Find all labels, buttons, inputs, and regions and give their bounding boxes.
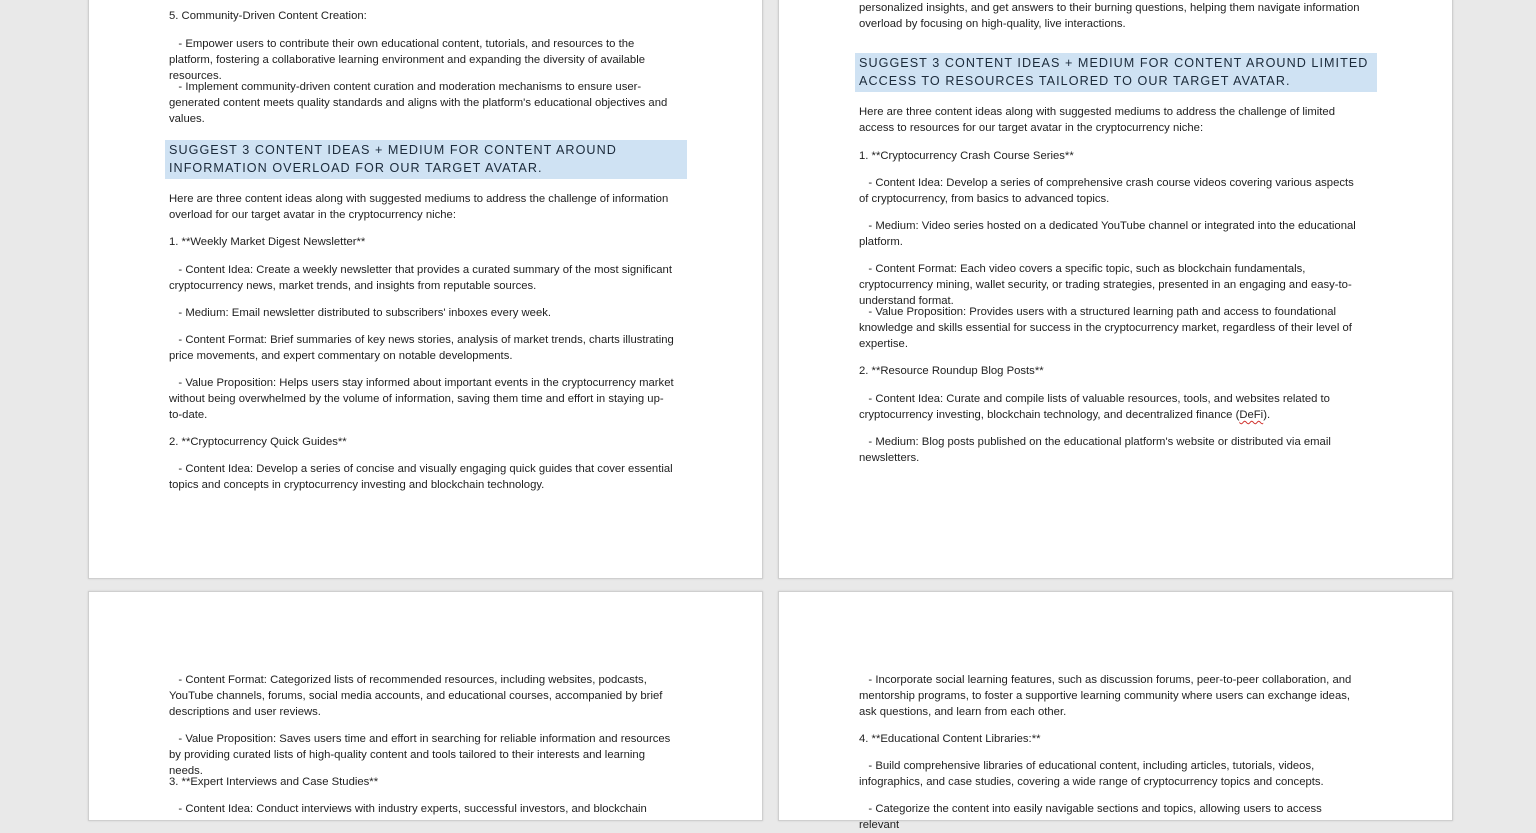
document-page-2[interactable] bbox=[778, 0, 1453, 579]
list-item-heading: 5. Community-Driven Content Creation: bbox=[169, 10, 367, 22]
paragraph bbox=[859, 391, 1364, 423]
paragraph: - Medium: Video series hosted on a dedicated YouTube channel or integrated into the educational platform. bbox=[859, 220, 1359, 248]
paragraph: - Content Idea: Conduct interviews with industry experts, successful investors, and blockchain bbox=[169, 803, 647, 815]
paragraph: - Value Proposition: Helps users stay informed about important events in the cryptocurrency market without being overwhelmed by the volume of information, saving them time and effort in staying up-to-date. bbox=[169, 377, 677, 421]
list-item-heading: 1. **Weekly Market Digest Newsletter** bbox=[169, 236, 366, 248]
list-item-heading: 2. **Cryptocurrency Quick Guides** bbox=[169, 436, 347, 448]
paragraph: - Content Format: Categorized lists of recommended resources, including websites, podcasts, YouTube channels, forums, social media accounts, and educational courses, accompanied by brief descriptions and user reviews. bbox=[169, 674, 666, 718]
document-page-3[interactable] bbox=[88, 591, 763, 821]
paragraph: - Content Idea: Develop a series of concise and visually engaging quick guides that cover essential topics and concepts in cryptocurrency investing and blockchain technology. bbox=[169, 463, 676, 491]
paragraph: - Empower users to contribute their own educational content, tutorials, and resources to the platform, fostering a collaborative learning environment and expanding the diversity of available resources. bbox=[169, 38, 649, 82]
section-heading: SUGGEST 3 CONTENT IDEAS + MEDIUM FOR CONTENT AROUND LIMITED ACCESS TO RESOURCES TAILORED TO OUR TARGET AVATAR. bbox=[855, 53, 1377, 92]
paragraph: Here are three content ideas along with suggested mediums to address the challenge of limited access to resources for our target avatar in the cryptocurrency niche: bbox=[859, 106, 1336, 134]
list-item-heading: 3. **Expert Interviews and Case Studies** bbox=[169, 776, 379, 788]
paragraph: - Value Proposition: Provides users with a structured learning path and access to foundational knowledge and skills essential for success in the cryptocurrency market, regardless of their level of expertise. bbox=[859, 306, 1356, 350]
list-item-heading: 2. **Resource Roundup Blog Posts** bbox=[859, 365, 1044, 377]
paragraph: - Build comprehensive libraries of educational content, including articles, tutorials, videos, infographics, and case studies, covering a wide range of cryptocurrency topics and concepts. bbox=[859, 760, 1324, 788]
spelling-flagged-word[interactable]: DeFi bbox=[1239, 409, 1264, 421]
document-page-1[interactable] bbox=[88, 0, 763, 579]
paragraph: - Content Idea: Develop a series of comprehensive crash course videos covering various aspects of cryptocurrency, from basics to advanced topics. bbox=[859, 177, 1357, 205]
document-page-4[interactable] bbox=[778, 591, 1453, 831]
paragraph: - Incorporate social learning features, such as discussion forums, peer-to-peer collaboration, and mentorship programs, to foster a supportive learning community where users can exchange ideas, ask questions, and learn from each other. bbox=[859, 674, 1355, 718]
paragraph: Here are three content ideas along with suggested mediums to address the challenge of information overload for our target avatar in the cryptocurrency niche: bbox=[169, 193, 669, 221]
paragraph: - Content Idea: Create a weekly newsletter that provides a curated summary of the most significant cryptocurrency news, market trends, and insights from reputable sources. bbox=[169, 264, 676, 292]
list-item-heading: 4. **Educational Content Libraries:** bbox=[859, 733, 1041, 745]
paragraph: - Content Format: Brief summaries of key news stories, analysis of market trends, charts illustrating price movements, and expert commentary on notable developments. bbox=[169, 334, 677, 362]
paragraph: - Value Proposition: Saves users time and effort in searching for reliable information and resources by providing curated lists of high-quality content and tools tailored to their interests and learning needs. bbox=[169, 733, 674, 777]
paragraph: - Content Format: Each video covers a specific topic, such as blockchain fundamentals, cryptocurrency mining, wallet security, or trading strategies, presented in an engaging and easy-to-understand format. bbox=[859, 263, 1352, 307]
paragraph-text: - Content Idea: Curate and compile lists of valuable resources, tools, and websites related to cryptocurrency investing, blockchain technology, and decentralized finance ( bbox=[859, 393, 1334, 421]
paragraph-text: ). bbox=[1263, 409, 1271, 421]
paragraph: - Categorize the content into easily navigable sections and topics, allowing users to access relevant bbox=[859, 803, 1325, 831]
section-heading: SUGGEST 3 CONTENT IDEAS + MEDIUM FOR CONTENT AROUND INFORMATION OVERLOAD FOR OUR TARGET AVATAR. bbox=[165, 140, 687, 179]
paragraph: - Medium: Blog posts published on the educational platform's website or distributed via email newsletters. bbox=[859, 436, 1334, 464]
list-item-heading: 1. **Cryptocurrency Crash Course Series** bbox=[859, 150, 1074, 162]
paragraph: personalized insights, and get answers to their burning questions, helping them navigate information overload by focusing on high-quality, live interactions. bbox=[859, 2, 1360, 30]
paragraph: - Medium: Email newsletter distributed to subscribers' inboxes every week. bbox=[169, 307, 552, 319]
paragraph: - Implement community-driven content curation and moderation mechanisms to ensure user-generated content meets quality standards and aligns with the platform's educational objectives and values. bbox=[169, 81, 671, 125]
